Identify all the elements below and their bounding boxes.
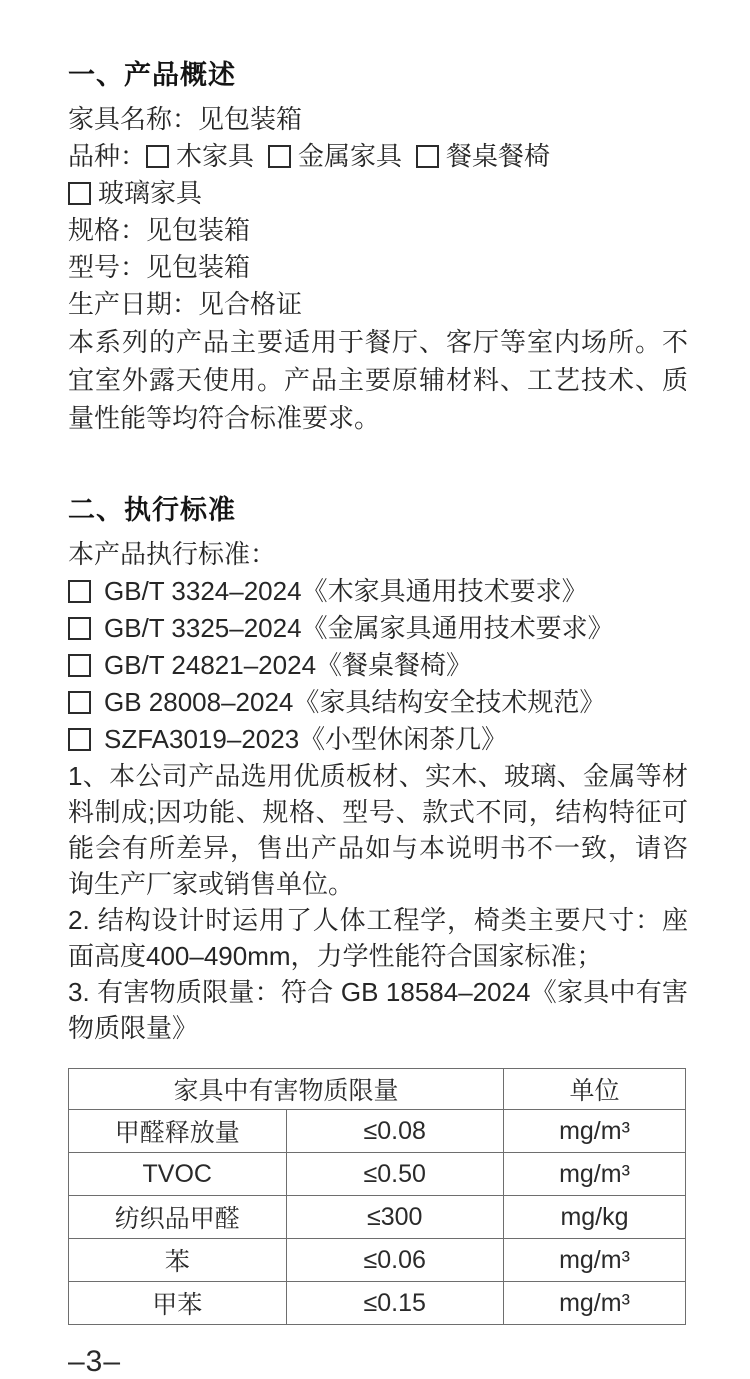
section-product-overview	[68, 58, 688, 437]
unit-cell: mg/m³	[504, 1153, 686, 1196]
standards-intro: 本产品执行标准：	[68, 539, 277, 569]
variety-option-wood	[146, 141, 254, 171]
table-row	[69, 1282, 686, 1325]
substance-cell: 苯	[69, 1239, 287, 1282]
checkbox-wood-furniture-icon	[146, 145, 169, 168]
unit-cell: mg/m³	[504, 1110, 686, 1153]
checkbox-standard-szfa3019-icon	[68, 728, 91, 751]
limit-cell: ≤0.08	[286, 1110, 504, 1153]
substance-cell: 纺织品甲醛	[69, 1196, 287, 1239]
variety-option-label: 玻璃家具	[98, 178, 203, 208]
variety-label: 品种：	[68, 141, 147, 171]
overview-description: 本系列的产品主要适用于餐厅、客厅等室内场所。不宜室外露天使用。产品主要原辅材料、工艺技术、质量性能等均符合标准要求。	[68, 327, 688, 433]
substance-cell: 甲苯	[69, 1282, 287, 1325]
table-header-row	[69, 1069, 686, 1110]
checkbox-dining-set-icon	[416, 145, 439, 168]
table-row	[69, 1110, 686, 1153]
checkbox-metal-furniture-icon	[268, 145, 291, 168]
substance-cell: TVOC	[69, 1153, 287, 1196]
standard-label: GB/T 24821–2024《餐桌餐椅》	[104, 650, 473, 680]
hazardous-substance-limits-table	[68, 1068, 686, 1325]
variety-option-label: 金属家具	[298, 141, 403, 171]
model-line: 型号：见包装箱	[68, 252, 251, 282]
standard-item	[68, 684, 688, 721]
section-standards-heading: 二、执行标准	[68, 495, 236, 525]
spec-line: 规格：见包装箱	[68, 215, 251, 245]
standard-label: GB/T 3325–2024《金属家具通用技术要求》	[104, 613, 614, 643]
production-date-line: 生产日期：见合格证	[68, 289, 303, 319]
unit-cell: mg/m³	[504, 1239, 686, 1282]
note-hazard-limit: 3. 有害物质限量：符合 GB 18584–2024《家具中有害物质限量》	[68, 977, 688, 1043]
standard-label: SZFA3019–2023《小型休闲茶几》	[104, 724, 508, 754]
standard-item	[68, 647, 688, 684]
table-row	[69, 1153, 686, 1196]
section-divider-space	[68, 437, 688, 493]
checkbox-standard-gbt24821-icon	[68, 654, 91, 677]
limit-cell: ≤300	[286, 1196, 504, 1239]
table-row	[69, 1196, 686, 1239]
table-header-title: 家具中有害物质限量	[69, 1069, 504, 1110]
section-overview-heading: 一、产品概述	[68, 60, 236, 90]
section-executive-standards	[68, 493, 688, 1046]
note-materials: 1、本公司产品选用优质板材、实木、玻璃、金属等材料制成;因功能、规格、型号、款式不同，结构特征可能会有所差异，售出产品如与本说明书不一致，请咨询生产厂家或销售单位。	[68, 761, 688, 899]
standard-item	[68, 610, 688, 647]
unit-cell: mg/m³	[504, 1282, 686, 1325]
standard-label: GB 28008–2024《家具结构安全技术规范》	[104, 687, 606, 717]
note-ergonomics: 2. 结构设计时运用了人体工程学，椅类主要尺寸：座面高度400–490mm，力学性能符合国家标准；	[68, 905, 688, 971]
limit-cell: ≤0.15	[286, 1282, 504, 1325]
variety-option-glass	[68, 178, 202, 208]
checkbox-glass-furniture-icon	[68, 182, 91, 205]
table-header-unit: 单位	[504, 1069, 686, 1110]
variety-option-metal	[268, 141, 402, 171]
furniture-name-line: 家具名称：见包装箱	[68, 104, 303, 134]
limit-cell: ≤0.06	[286, 1239, 504, 1282]
standard-label: GB/T 3324–2024《木家具通用技术要求》	[104, 576, 588, 606]
checkbox-standard-gbt3324-icon	[68, 580, 91, 603]
substance-cell: 甲醛释放量	[69, 1110, 287, 1153]
limit-cell: ≤0.50	[286, 1153, 504, 1196]
variety-option-label: 餐桌餐椅	[446, 141, 551, 171]
standard-item	[68, 573, 688, 610]
variety-option-dining	[416, 141, 550, 171]
standard-item	[68, 721, 688, 758]
checkbox-standard-gbt3325-icon	[68, 617, 91, 640]
table-row	[69, 1239, 686, 1282]
variety-option-label: 木家具	[176, 141, 255, 171]
variety-line	[68, 138, 688, 212]
checkbox-standard-gb28008-icon	[68, 691, 91, 714]
page-number: –3–	[68, 1345, 122, 1378]
unit-cell: mg/kg	[504, 1196, 686, 1239]
